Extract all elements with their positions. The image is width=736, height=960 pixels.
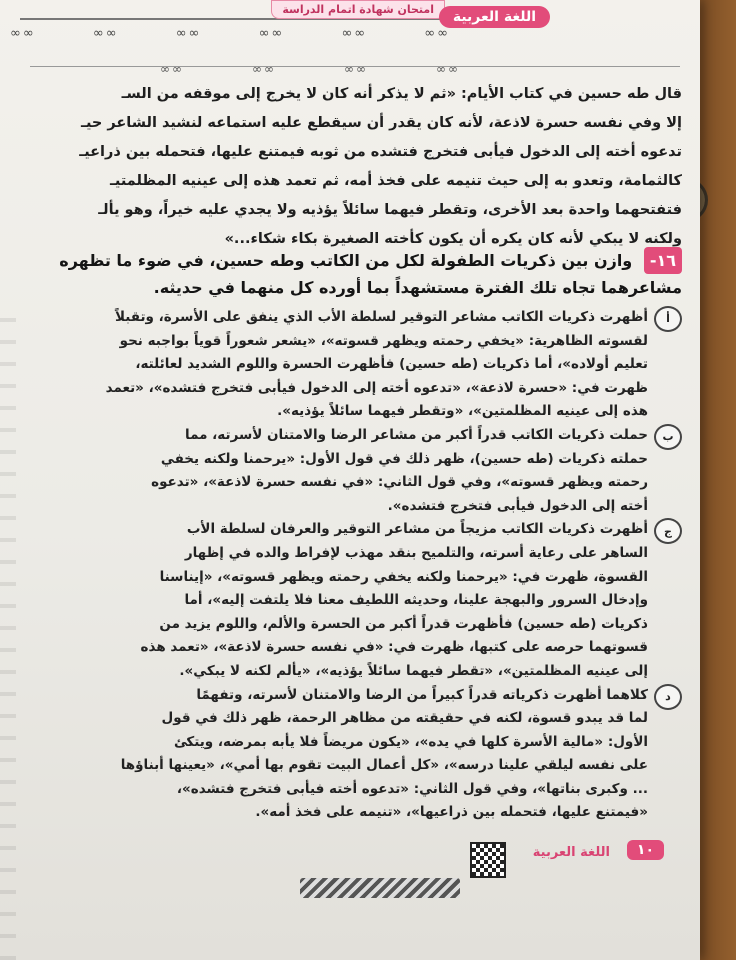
passage-line: ولكنه لا يبكي لأنه كان يكره أن يكون كأخته الصغيرة بكاء شكاء...» [224,231,682,247]
option-line: ذكريات (طه حسين) فأظهرت قدراً أكبر من الحسرة والألم، واللوم يزيد من [159,615,648,632]
header-ornaments [10,26,450,41]
subject-tab: اللغة العربية [439,6,550,28]
answer-option[interactable] [14,424,682,518]
ornament: ∞∞ [344,62,368,76]
option-text [14,684,648,826]
option-line: هذه إلى عينيه المظلمتين»، «وتقطر فيهما سائلاً يؤذيه». [277,403,648,420]
option-text [14,306,648,424]
passage-line: قال طه حسين في كتاب الأيام: «ثم لا يذكر أنه كان لا يخرج إلى موقفه من السـ [121,86,682,102]
option-line: لما قد يبدو قسوة، لكنه في حقيقته من مظاهر الرحمة، ظهر ذلك في قول [161,710,648,727]
option-text [14,518,648,683]
option-line: أخته إلى الدخول فيأبى فتخرج فتشده». [387,497,648,514]
option-line: أظهرت ذكريات الكاتب مزيجاً من مشاعر التوقير والعرفان لسلطة الأب [186,521,648,538]
ornament: ∞∞ [160,62,184,76]
page-number: ١٠ [627,840,664,860]
exam-title-tab: امتحان شهادة اتمام الدراسة [271,0,445,19]
option-line: حملته ذكريات (طه حسين)، ظهر ذلك في قول الأول: «يرحمنا ولكنه يخفي [160,450,648,467]
reading-passage [8,80,682,254]
option-letter-circle[interactable]: ب [654,424,682,450]
footer-subject: اللغة العربية [532,845,610,860]
option-line: حملت ذكريات الكاتب قدراً أكبر من مشاعر الرضا والامتنان لأسرته، مما [185,426,648,443]
option-line: رحمته ويظهر قسوته»، وفي قول الثاني: «في نفسه حسرة لاذعة»، «تدعوه [151,474,648,491]
question-16 [10,247,682,301]
option-line: أظهرت ذكريات الكاتب مشاعر التوقير لسلطة الأب الذي ينفق على الأسرة، وتقبلاً [115,309,648,325]
option-line: الأول: «مالية الأسرة كلها في يده»، «يكون مريضاً فلا يأبه بمرضه، ويتكئ [173,733,648,750]
option-line: القسوة، ظهرت في: «يرحمنا ولكنه يخفي رحمته ويظهر قسوته»، «إيناسنا [159,568,648,585]
passage-line: كالثمامة، وتعدو به إلى حيث تنيمه على فخذ أمه، ثم تعمد هذه إلى عينيه المظلمتيـ [109,173,682,189]
option-line: تعليم أولاده»، أما ذكريات (طه حسين) فأظهرت الحسرة واللوم الشديد لعائلته، [135,356,648,373]
option-line: على نفسه ليلقي علينا درسه»، «كل أعمال البيت تقوم بها أمي»، «يعينها أبناؤها [120,757,648,774]
option-line: الساهر على رعاية أسرته، والتلميح بنقد مهذب لإفراط والده في إظهار [184,544,648,561]
option-line: كلاهما أظهرت ذكرياته قدراً كبيراً من الرضا والامتنان لأسرته، وتفهمًا [196,686,648,703]
ornament: ∞∞ [258,26,285,41]
option-line: ... وكبرى بناتها»، وفي قول الثاني: «تدعوه أخته فيأبى فتخرج فتشده»، [176,780,648,797]
question-number: ١٦- [644,247,682,274]
ornament: ∞∞ [252,62,276,76]
page-header [0,0,700,41]
answer-option[interactable] [14,518,682,683]
passage-line: فتفتحهما واحدة بعد الأخرى، وتقطر فيهما سائلاً يؤذيه ولا يجدي عليه خيراً، وهو يألـ [98,202,682,218]
answer-option[interactable] [14,684,682,826]
option-letter-circle[interactable]: أ [654,306,682,332]
answer-options [14,306,682,825]
option-text [14,424,648,518]
ornament: ∞∞ [424,26,450,41]
footer-decoration [300,878,460,898]
option-line: «فيمتنع عليها، فتحمله بين ذراعيها»، «تنيمه على فخذ أمه». [255,804,648,821]
option-line: ظهرت في: «حسرة لاذعة»، «تدعوه أخته إلى الدخول فيأبى فتخرج فتشده»، «تعمد [105,379,648,396]
qr-code [470,842,506,878]
question-text: وازن بين ذكريات الطفولة لكل من الكاتب وطه حسين، في ضوء ما تظهره مشاعرهما تجاه تلك الفترة مستشهداً بما أورده كل منهما في حديثه. [59,251,682,297]
ornament: ∞∞ [175,26,202,41]
ornament: ∞∞ [341,26,368,41]
option-line: لقسوته الظاهرية: «يخفي رحمته ويظهر قسوته»، «يشعر شعوراً قوياً بواجبه نحو [119,332,648,349]
passage-line: تدعوه أخته إلى الدخول فيأبى فتخرج فتشده من ثوبه فيمتنع عليها، فتحمله بين ذراعيـ [79,144,682,160]
option-line: إلى عينيه المظلمتين»، «تقطر فيهما سائلاً يؤذيه»، «يألم لكنه لا يبكي». [179,662,648,679]
ornament: ∞∞ [10,26,36,41]
section-ornaments [160,62,460,76]
passage-line: إلا وفي نفسه حسرة لاذعة، لأنه كان يقدر أن سيقطع عليه استماعه لنشيد الشاعر حيـ [81,115,682,131]
option-line: وإدخال السرور والبهجة علينا، وحديثه اللطيف معنا فلا يلتفت إليه»، أما [184,592,648,609]
option-letter-circle[interactable]: ج [654,518,682,544]
option-letter-circle[interactable]: د [654,684,682,710]
option-line: قسوتهما حرصه على كتبها، ظهرت في: «في نفسه حسرة لاذعة»، «تعمد هذه [140,639,648,656]
ornament: ∞∞ [92,26,119,41]
ornament: ∞∞ [436,62,460,76]
answer-option[interactable] [14,306,682,424]
